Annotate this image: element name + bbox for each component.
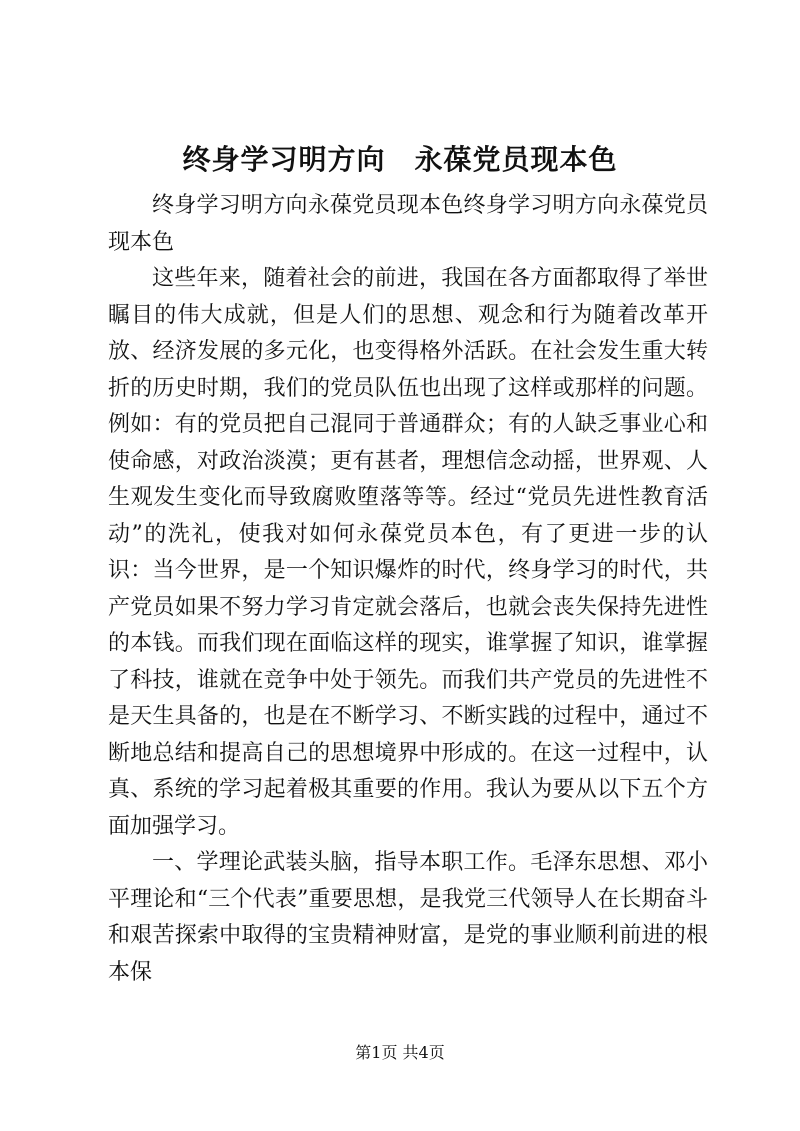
paragraph-intro: 这些年来，随着社会的前进，我国在各方面都取得了举世瞩目的伟大成就，但是人们的思想、观念和行为随着改革开放、经济发展的多元化，也变得格外活跃。在社会发生重大转折的历史时期，我们的党员队伍也出现了这样或那样的问题。例如：有的党员把自己混同于普通群众；有的人缺乏事业心和使命感，对政治淡漠；更有甚者，理想信念动摇，世界观、人生观发生变化而导致腐败堕落等等。经过“党员先进性教育活动”的洗礼，使我对如何永葆党员本色，有了更进一步的认识：当今世界，是一个知识爆炸的时代，终身学习的时代，共产党员如果不努力学习肯定就会落后，也就会丧失保持先进性的本钱。而我们现在面临这样的现实，谁掌握了知识，谁掌握了科技，谁就在竞争中处于领先。而我们共产党员的先进性不是天生具备的，也是在不断学习、不断实践的过程中，通过不断地总结和提高自己的思想境界中形成的。在这一过程中，认真、系统的学习起着极其重要的作用。我认为要从以下五个方面加强学习。	[108, 266, 708, 839]
page-footer: 第1页 共4页	[355, 1043, 445, 1062]
document-title: 终身学习明方向 永葆党员现本色	[182, 143, 618, 176]
paragraph-section-one: 一、学理论武装头脑，指导本职工作。毛泽东思想、邓小平理论和“三个代表”重要思想，是我党三代领导人在长期奋斗和艰苦探索中取得的宝贵精神财富，是党的事业顺利前进的根本保	[108, 850, 708, 985]
document-body	[108, 188, 708, 991]
paragraph-subtitle: 终身学习明方向永葆党员现本色终身学习明方向永葆党员现本色	[108, 193, 708, 255]
